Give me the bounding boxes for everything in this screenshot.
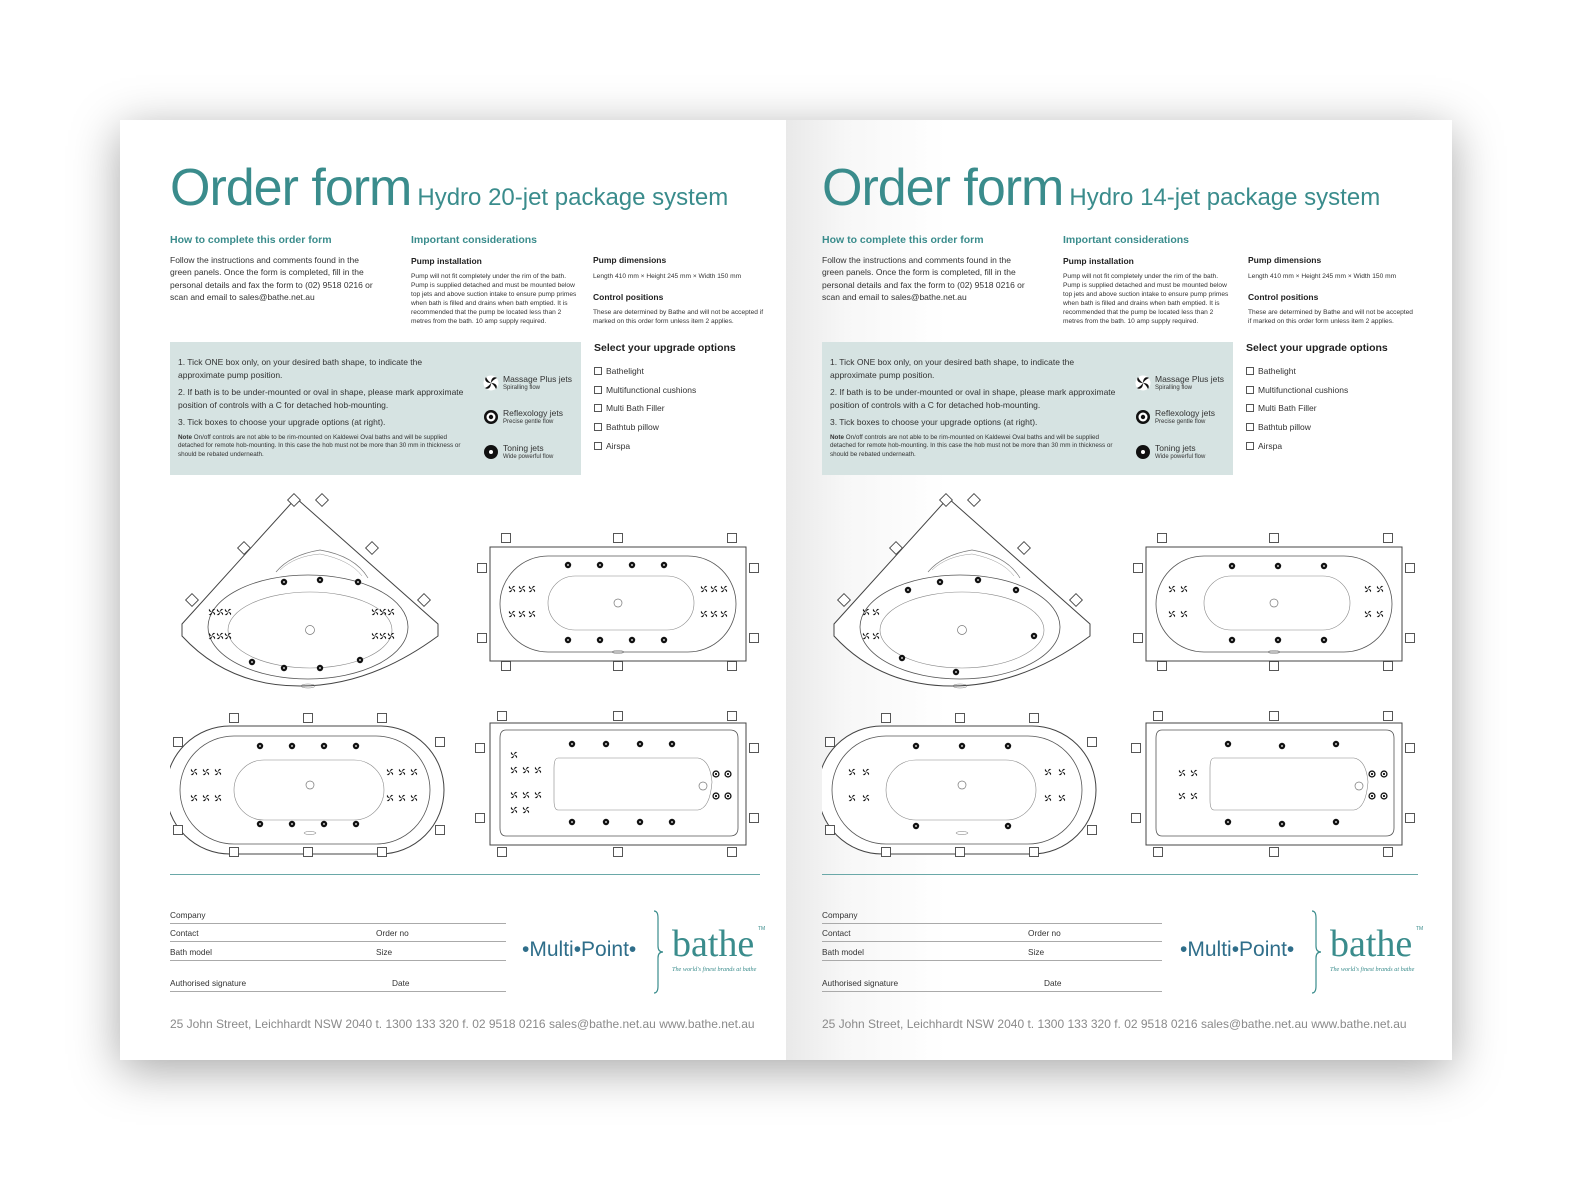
solid-jet-icon xyxy=(321,821,327,827)
pump-position-checkbox[interactable] xyxy=(956,714,965,723)
pump-position-checkbox[interactable] xyxy=(614,534,623,543)
solid-jet-icon xyxy=(661,562,667,568)
solid-jet-icon xyxy=(1279,743,1285,749)
solid-jet-icon xyxy=(1005,823,1011,829)
trademark: TM xyxy=(758,926,766,932)
upgrade-option-bathelight[interactable] xyxy=(1246,362,1416,381)
checkbox[interactable] xyxy=(1246,367,1254,375)
page-title xyxy=(822,158,1380,218)
upgrade-option-filler[interactable] xyxy=(1246,399,1416,418)
pump-position-checkbox[interactable] xyxy=(230,848,239,857)
note-label: Note xyxy=(178,433,192,441)
company-line[interactable] xyxy=(822,923,1162,924)
legend-label: Reflexology jets xyxy=(1155,408,1216,418)
considerations-heading: Important considerations xyxy=(411,234,538,246)
ring-jet-icon xyxy=(712,770,719,777)
ring-jet-icon xyxy=(1135,409,1151,425)
rect-bath-diagram xyxy=(490,547,746,661)
solid-jet-icon xyxy=(1275,563,1281,569)
bath-model-label: Bath model xyxy=(170,947,212,957)
pump-position-checkbox[interactable] xyxy=(418,594,431,607)
ring-jet-icon xyxy=(724,792,731,799)
order-no-label: Order no xyxy=(376,928,409,938)
pump-position-checkbox[interactable] xyxy=(1154,848,1163,857)
upgrade-label: Multi Bath Filler xyxy=(1258,403,1317,414)
pump-position-checkbox[interactable] xyxy=(230,714,239,723)
ring-jet-icon xyxy=(1368,770,1375,777)
corner-bath-diagram xyxy=(834,498,1090,688)
bathe-logo: bathe xyxy=(1330,923,1413,965)
pump-position-checkbox[interactable] xyxy=(502,534,511,543)
title-sub: Hydro 20-jet package system xyxy=(417,184,729,211)
divider xyxy=(822,874,1418,875)
instructions-list xyxy=(830,356,1120,464)
solid-jet-icon xyxy=(483,444,499,460)
ring-jet-icon xyxy=(724,770,731,777)
pump-details-section xyxy=(593,254,765,326)
checkbox[interactable] xyxy=(1246,442,1254,450)
pump-position-checkbox[interactable] xyxy=(882,714,891,723)
footer-contact: 25 John Street, Leichhardt NSW 2040 t. 1300 133 320 f. 02 9518 0216 sales@bathe.net.au www.bathe.net.au xyxy=(822,1017,1407,1031)
checkbox[interactable] xyxy=(1246,404,1254,412)
solid-jet-icon xyxy=(1333,741,1339,747)
solid-jet-icon xyxy=(603,819,609,825)
oval-bath-diagram xyxy=(822,726,1096,854)
note xyxy=(830,434,1120,460)
solid-jet-icon xyxy=(1229,637,1235,643)
legend-sub: Precise gentle flow xyxy=(503,419,554,425)
pump-position-checkbox[interactable] xyxy=(1406,814,1415,823)
how-to-section xyxy=(170,234,380,304)
how-text: Follow the instructions and comments found in the green panels. Once the form is completed, fill in the personal details and fax the form to (02) 9518 0216 or scan and email to sales@bathe.net.au xyxy=(822,254,1025,302)
instruction-item: 3. Tick boxes to choose your upgrade options (at right). xyxy=(830,417,1038,427)
upgrade-options xyxy=(594,342,764,455)
bath-model-line[interactable] xyxy=(170,960,506,961)
how-text: Follow the instructions and comments found in the green panels. Once the form is completed, fill in the personal details and fax the form to (02) 9518 0216 or scan and email to sales@bathe.net.au xyxy=(170,254,373,302)
solid-jet-icon xyxy=(569,819,575,825)
customer-details-form xyxy=(170,910,510,1000)
brace-divider xyxy=(652,910,664,994)
instructions-list xyxy=(178,356,468,464)
pump-dimensions-text: Length 410 mm × Height 245 mm × Width 150 mm xyxy=(1248,272,1397,280)
pump-position-checkbox[interactable] xyxy=(476,814,485,823)
footer-contact: 25 John Street, Leichhardt NSW 2040 t. 1300 133 320 f. 02 9518 0216 sales@bathe.net.au www.bathe.net.au xyxy=(170,1017,755,1031)
solid-jet-icon xyxy=(565,637,571,643)
shaped-bath-diagram xyxy=(490,723,746,845)
checkbox[interactable] xyxy=(1246,423,1254,431)
upgrade-label: Airspa xyxy=(1258,440,1283,451)
pump-position-checkbox[interactable] xyxy=(750,564,759,573)
pump-position-checkbox[interactable] xyxy=(1088,826,1097,835)
solid-jet-icon xyxy=(629,637,635,643)
bath-model-line[interactable] xyxy=(822,960,1162,961)
pump-position-checkbox[interactable] xyxy=(614,662,623,671)
upgrade-option-airspa[interactable] xyxy=(594,436,764,455)
pump-dimensions-heading: Pump dimensions xyxy=(593,255,667,265)
pump-dimensions-text: Length 410 mm × Height 245 mm × Width 150 mm xyxy=(593,272,742,280)
solid-jet-icon xyxy=(289,821,295,827)
brochure-spread xyxy=(120,120,1452,1060)
upgrade-options xyxy=(1246,342,1416,455)
solid-jet-icon xyxy=(899,655,905,661)
pump-position-checkbox[interactable] xyxy=(1406,564,1415,573)
solid-jet-icon xyxy=(661,637,667,643)
legend-label: Toning jets xyxy=(503,443,544,453)
contact-label: Contact xyxy=(822,928,851,938)
pump-position-checkbox[interactable] xyxy=(1270,534,1279,543)
solid-jet-icon xyxy=(637,819,643,825)
customer-details-form xyxy=(822,910,1162,1000)
solid-jet-icon xyxy=(975,577,981,583)
pump-position-checkbox[interactable] xyxy=(478,564,487,573)
pump-position-checkbox[interactable] xyxy=(1134,634,1143,643)
solid-jet-icon xyxy=(1321,637,1327,643)
checkbox[interactable] xyxy=(594,367,602,375)
pump-position-checkbox[interactable] xyxy=(502,662,511,671)
bathe-logo: bathe xyxy=(672,923,755,965)
pump-details-section xyxy=(1248,254,1418,326)
pump-position-checkbox[interactable] xyxy=(1384,662,1393,671)
contact-label: Contact xyxy=(170,928,199,938)
ring-jet-icon xyxy=(483,409,499,425)
pump-position-checkbox[interactable] xyxy=(1154,712,1163,721)
pump-position-checkbox[interactable] xyxy=(476,744,485,753)
how-heading: How to complete this order form xyxy=(170,234,332,246)
pump-position-checkbox[interactable] xyxy=(882,848,891,857)
size-label: Size xyxy=(376,947,393,957)
solid-jet-icon xyxy=(569,741,575,747)
page-content xyxy=(822,120,1424,1060)
upgrade-label: Bathelight xyxy=(1258,366,1296,377)
pump-position-checkbox[interactable] xyxy=(614,848,623,857)
solid-jet-icon xyxy=(317,665,323,671)
logos xyxy=(1180,910,1430,990)
signature-label: Authorised signature xyxy=(170,978,247,988)
pump-installation-heading: Pump installation xyxy=(1063,255,1134,266)
pump-position-checkbox[interactable] xyxy=(1270,848,1279,857)
solid-jet-icon xyxy=(637,741,643,747)
pump-position-checkbox[interactable] xyxy=(304,848,313,857)
solid-jet-icon xyxy=(257,743,263,749)
rect-bath-diagram xyxy=(1146,547,1402,661)
page-title xyxy=(170,158,728,218)
pump-position-checkbox[interactable] xyxy=(728,848,737,857)
legend-label: Toning jets xyxy=(1155,443,1196,453)
shaped-bath-diagram xyxy=(1146,723,1402,845)
ring-jet-icon xyxy=(1368,792,1375,799)
upgrade-label: Multifunctional cushions xyxy=(1258,384,1349,395)
solid-jet-icon xyxy=(905,587,911,593)
solid-jet-icon xyxy=(669,819,675,825)
corner-bath-diagram xyxy=(182,498,438,688)
pump-position-checkbox[interactable] xyxy=(1158,534,1167,543)
solid-jet-icon xyxy=(281,665,287,671)
legend-sub: Wide powerful flow xyxy=(503,454,554,460)
control-positions-text: These are determined by Bathe and will not be accepted if marked on this order form unless item 2 applies. xyxy=(1248,309,1413,325)
bath-diagrams xyxy=(822,490,1422,862)
solid-jet-icon xyxy=(953,669,959,675)
control-positions-text: These are determined by Bathe and will not be accepted if marked on this order form unless item 2 applies. xyxy=(593,309,764,325)
pump-position-checkbox[interactable] xyxy=(304,714,313,723)
date-label: Date xyxy=(392,978,410,988)
pump-position-checkbox[interactable] xyxy=(728,712,737,721)
bath-diagrams xyxy=(170,490,770,862)
upgrade-option-cushions[interactable] xyxy=(1246,381,1416,400)
pump-position-checkbox[interactable] xyxy=(378,848,387,857)
legend-sub: Wide powerful flow xyxy=(1155,454,1206,460)
pump-position-checkbox[interactable] xyxy=(498,848,507,857)
ring-jet-icon xyxy=(712,792,719,799)
solid-jet-icon xyxy=(565,562,571,568)
ring-jet-icon xyxy=(1380,770,1387,777)
legend-label: Reflexology jets xyxy=(503,408,564,418)
checkbox[interactable] xyxy=(594,386,602,394)
contact-line[interactable] xyxy=(822,941,1162,942)
order-form-page-14-jet xyxy=(786,120,1452,1060)
pump-position-checkbox[interactable] xyxy=(1384,848,1393,857)
checkbox[interactable] xyxy=(1246,386,1254,394)
brace-divider xyxy=(1310,910,1322,994)
pump-position-checkbox[interactable] xyxy=(728,662,737,671)
solid-jet-icon xyxy=(913,823,919,829)
solid-jet-icon xyxy=(289,743,295,749)
legend-sub: Spiralling flow xyxy=(503,385,541,391)
legend-sub: Spiralling flow xyxy=(1155,385,1193,391)
solid-jet-icon xyxy=(317,577,323,583)
pump-position-checkbox[interactable] xyxy=(1384,712,1393,721)
pump-position-checkbox[interactable] xyxy=(1088,738,1097,747)
instruction-item: 2. If bath is to be under-mounted or oval in shape, please mark approximate position of controls with a C for detached hob-mounting. xyxy=(830,387,1116,410)
pump-position-checkbox[interactable] xyxy=(1018,542,1031,555)
pump-position-checkbox[interactable] xyxy=(838,594,851,607)
pump-position-checkbox[interactable] xyxy=(174,826,183,835)
pump-position-checkbox[interactable] xyxy=(1030,714,1039,723)
size-label: Size xyxy=(1028,947,1045,957)
solid-jet-icon xyxy=(669,741,675,747)
solid-jet-icon xyxy=(1279,821,1285,827)
upgrade-option-cushions[interactable] xyxy=(594,381,764,400)
considerations-heading: Important considerations xyxy=(1063,234,1190,246)
pump-position-checkbox[interactable] xyxy=(478,634,487,643)
order-no-label: Order no xyxy=(1028,928,1061,938)
legend-label: Massage Plus jets xyxy=(1155,374,1224,384)
multipoint-logo: •Multi•Point• xyxy=(522,938,637,961)
pump-position-checkbox[interactable] xyxy=(366,542,379,555)
bathe-tagline: The world's finest brands at bathe xyxy=(1330,966,1415,973)
instruction-item: 1. Tick ONE box only, on your desired bath shape, to indicate the approximate pump position. xyxy=(830,357,1075,380)
title-sub: Hydro 14-jet package system xyxy=(1069,184,1381,211)
pump-position-checkbox[interactable] xyxy=(1384,534,1393,543)
title-main: Order form xyxy=(822,159,1064,217)
upgrade-options-title: Select your upgrade options xyxy=(1246,342,1388,354)
pump-position-checkbox[interactable] xyxy=(750,814,759,823)
pump-position-checkbox[interactable] xyxy=(750,744,759,753)
company-line[interactable] xyxy=(170,923,506,924)
ring-jet-icon xyxy=(1380,792,1387,799)
pump-position-checkbox[interactable] xyxy=(1070,594,1083,607)
solid-jet-icon xyxy=(357,657,363,663)
pump-position-checkbox[interactable] xyxy=(614,712,623,721)
considerations-section xyxy=(411,234,581,326)
instructions-panel xyxy=(822,342,1233,475)
pump-position-checkbox[interactable] xyxy=(750,634,759,643)
solid-jet-icon xyxy=(1321,563,1327,569)
upgrade-label: Bathtub pillow xyxy=(606,422,659,433)
solid-jet-icon xyxy=(597,562,603,568)
solid-jet-icon xyxy=(1031,633,1037,639)
pump-position-checkbox[interactable] xyxy=(1158,662,1167,671)
checkbox[interactable] xyxy=(594,404,602,412)
multipoint-logo: •Multi•Point• xyxy=(1180,938,1295,961)
solid-jet-icon xyxy=(353,821,359,827)
signature-label: Authorised signature xyxy=(822,978,899,988)
solid-jet-icon xyxy=(603,741,609,747)
signature-line[interactable] xyxy=(170,991,506,992)
upgrade-option-bathelight[interactable] xyxy=(594,362,764,381)
pump-position-checkbox[interactable] xyxy=(436,826,445,835)
pump-position-checkbox[interactable] xyxy=(956,848,965,857)
pump-installation-heading: Pump installation xyxy=(411,255,482,266)
solid-jet-icon xyxy=(321,743,327,749)
title-main: Order form xyxy=(170,159,412,217)
upgrade-option-airspa[interactable] xyxy=(1246,436,1416,455)
bathe-tagline: The world's finest brands at bathe xyxy=(672,966,757,973)
company-label: Company xyxy=(822,910,858,920)
solid-jet-icon xyxy=(629,562,635,568)
spiral-jet-icon xyxy=(1135,375,1151,391)
upgrade-options-title: Select your upgrade options xyxy=(594,342,736,354)
page-content xyxy=(170,120,766,1060)
oval-bath-diagram xyxy=(170,726,444,854)
signature-line[interactable] xyxy=(822,991,1162,992)
pump-dimensions-heading: Pump dimensions xyxy=(1248,255,1322,265)
contact-line[interactable] xyxy=(170,941,506,942)
instruction-item: 2. If bath is to be under-mounted or oval in shape, please mark approximate position of controls with a C for detached hob-mounting. xyxy=(178,387,464,410)
pump-position-checkbox[interactable] xyxy=(826,826,835,835)
pump-position-checkbox[interactable] xyxy=(728,534,737,543)
date-label: Date xyxy=(1044,978,1062,988)
pump-position-checkbox[interactable] xyxy=(826,738,835,747)
solid-jet-icon xyxy=(249,659,255,665)
considerations-section xyxy=(1063,234,1233,326)
pump-position-checkbox[interactable] xyxy=(1270,662,1279,671)
pump-installation-text: Pump will not fit completely under the rim of the bath. Pump is supplied detached and must be mounted below top jets and above suction intake to ensure pump primes when bath is filled and drains when bath emptied. It is recommended that the pump be located less than 2 metres from the bath. 10 amp supply required. xyxy=(411,273,577,325)
upgrade-label: Multifunctional cushions xyxy=(606,384,697,395)
solid-jet-icon xyxy=(1013,587,1019,593)
pump-position-checkbox[interactable] xyxy=(174,738,183,747)
note-label: Note xyxy=(830,433,844,441)
pump-position-checkbox[interactable] xyxy=(1134,564,1143,573)
logos xyxy=(522,910,772,990)
solid-jet-icon xyxy=(1229,563,1235,569)
solid-jet-icon xyxy=(353,743,359,749)
bath-model-label: Bath model xyxy=(822,947,864,957)
pump-position-checkbox[interactable] xyxy=(1406,744,1415,753)
solid-jet-icon xyxy=(959,743,965,749)
note-text: On/off controls are not able to be rim-mounted on Kaldewei Oval baths and will be supplied detached for remote hob-mounting. In this case the hob must not be more than 30 mm in thickness or should be rebated underneath. xyxy=(178,433,461,458)
solid-jet-icon xyxy=(281,579,287,585)
upgrade-option-pillow[interactable] xyxy=(1246,418,1416,437)
control-positions-heading: Control positions xyxy=(1248,291,1319,302)
checkbox[interactable] xyxy=(594,442,602,450)
solid-jet-icon xyxy=(597,637,603,643)
control-positions-heading: Control positions xyxy=(593,291,664,302)
pump-installation-text: Pump will not fit completely under the rim of the bath. Pump is supplied detached and must be mounted below top jets and above suction intake to ensure pump primes when bath is filled and drains when bath emptied. It is recommended that the pump be located less than 2 metres from the bath. 10 amp supply required. xyxy=(1063,273,1229,325)
pump-position-checkbox[interactable] xyxy=(378,714,387,723)
upgrade-label: Multi Bath Filler xyxy=(606,403,665,414)
pump-position-checkbox[interactable] xyxy=(186,594,199,607)
upgrade-option-filler[interactable] xyxy=(594,399,764,418)
spiral-jet-icon xyxy=(483,375,499,391)
trademark: TM xyxy=(1416,926,1424,932)
how-heading: How to complete this order form xyxy=(822,234,984,246)
checkbox[interactable] xyxy=(594,423,602,431)
solid-jet-icon xyxy=(937,579,943,585)
pump-position-checkbox[interactable] xyxy=(1132,814,1141,823)
pump-position-checkbox[interactable] xyxy=(1132,744,1141,753)
solid-jet-icon xyxy=(355,579,361,585)
how-to-section xyxy=(822,234,1032,304)
legend-sub: Precise gentle flow xyxy=(1155,419,1206,425)
solid-jet-icon xyxy=(1225,741,1231,747)
solid-jet-icon xyxy=(1135,444,1151,460)
solid-jet-icon xyxy=(1275,637,1281,643)
solid-jet-icon xyxy=(1225,819,1231,825)
note-text: On/off controls are not able to be rim-mounted on Kaldewei Oval baths and will be supplied detached for remote hob-mounting. In this case the hob must not be more than 30 mm in thickness or should be rebated underneath. xyxy=(830,433,1113,458)
note xyxy=(178,434,468,460)
pump-position-checkbox[interactable] xyxy=(968,494,981,507)
pump-position-checkbox[interactable] xyxy=(1406,634,1415,643)
solid-jet-icon xyxy=(257,821,263,827)
pump-position-checkbox[interactable] xyxy=(436,738,445,747)
pump-position-checkbox[interactable] xyxy=(316,494,329,507)
legend-label: Massage Plus jets xyxy=(503,374,572,384)
instructions-panel xyxy=(170,342,581,475)
upgrade-label: Airspa xyxy=(606,440,631,451)
solid-jet-icon xyxy=(1333,819,1339,825)
solid-jet-icon xyxy=(1005,743,1011,749)
company-label: Company xyxy=(170,910,206,920)
pump-position-checkbox[interactable] xyxy=(1030,848,1039,857)
order-form-page-20-jet xyxy=(120,120,786,1060)
solid-jet-icon xyxy=(913,743,919,749)
upgrade-label: Bathelight xyxy=(606,366,644,377)
pump-position-checkbox[interactable] xyxy=(1270,712,1279,721)
upgrade-option-pillow[interactable] xyxy=(594,418,764,437)
divider xyxy=(170,874,760,875)
instruction-item: 1. Tick ONE box only, on your desired bath shape, to indicate the approximate pump position. xyxy=(178,357,423,380)
instruction-item: 3. Tick boxes to choose your upgrade options (at right). xyxy=(178,417,386,427)
pump-position-checkbox[interactable] xyxy=(498,712,507,721)
upgrade-label: Bathtub pillow xyxy=(1258,422,1311,433)
